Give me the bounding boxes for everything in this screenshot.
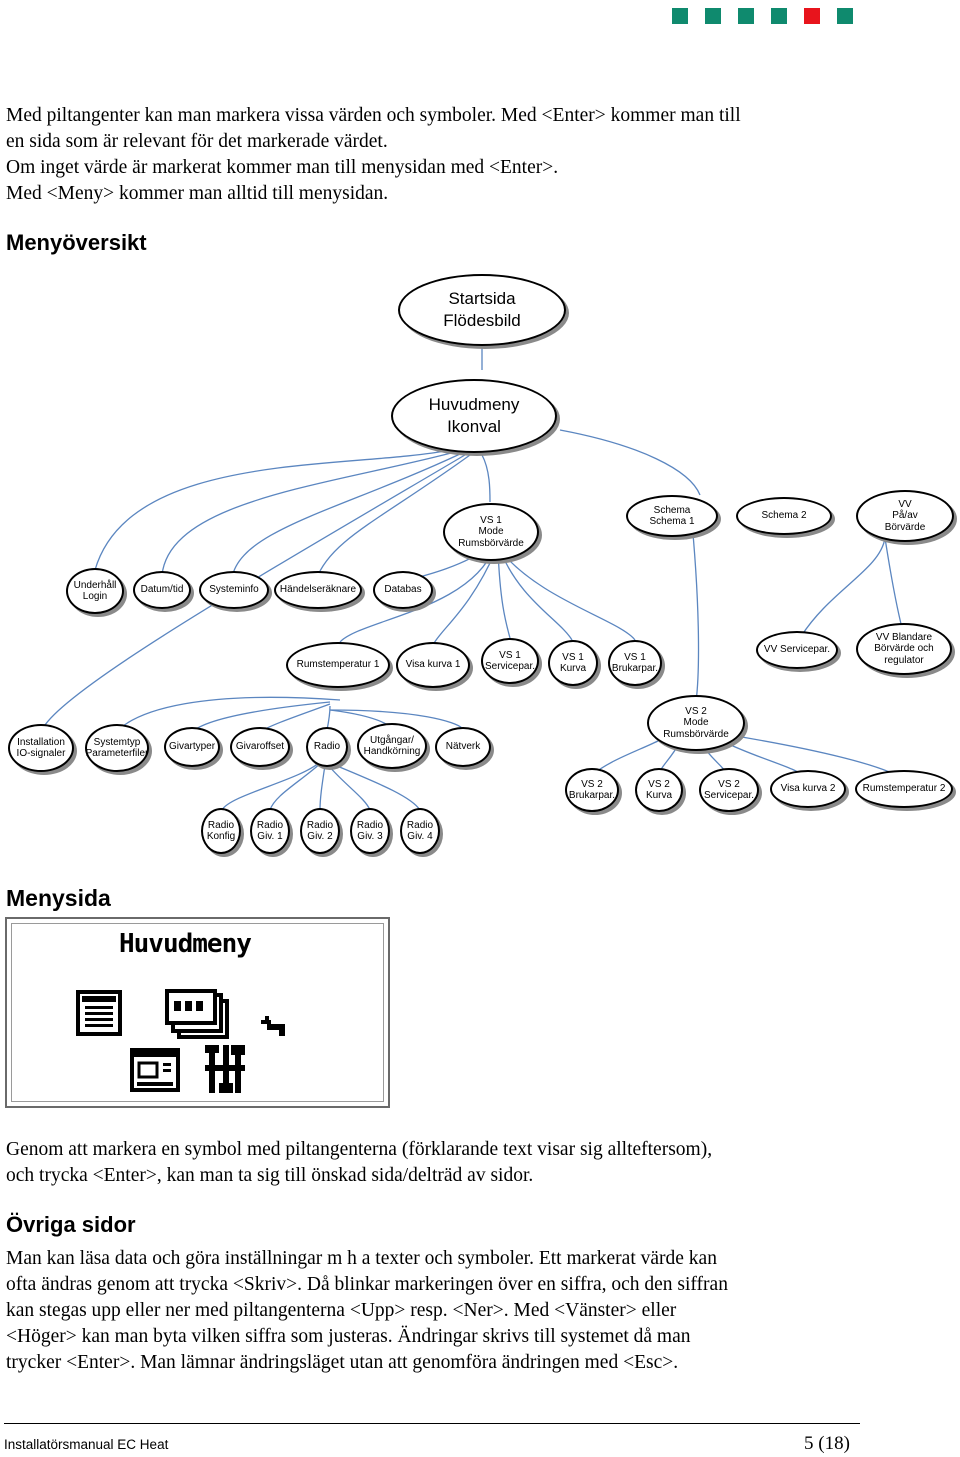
node-visa-kurva-2: Visa kurva 2 [770, 770, 846, 808]
node-underhall: Underhåll Login [66, 568, 124, 614]
other-pages-paragraph [6, 1246, 728, 1376]
node-radio-konfig: Radio Konfig [201, 808, 241, 854]
node-rumstemperatur-1: Rumstemperatur 1 [286, 642, 390, 688]
monitor-stack-icon[interactable] [165, 989, 231, 1041]
menu-page-heading: Menysida [6, 885, 111, 911]
intro-line: Med piltangenter kan man markera vissa värden och symboler. Med <Enter> kommer man till [6, 105, 741, 126]
menu-page-paragraph [6, 1137, 712, 1189]
paragraph-line: <Höger> kan man byta vilken siffra som justeras. Ändringar skrivs till systemet då man [6, 1326, 691, 1347]
other-pages-heading: Övriga sidor [6, 1212, 136, 1237]
node-startsida: Startsida Flödesbild [398, 274, 566, 346]
lcd-title: Huvudmeny [119, 929, 251, 959]
node-vs2-kurva: VS 2 Kurva [635, 768, 683, 812]
logo-square [837, 8, 853, 24]
document-icon[interactable] [75, 989, 125, 1037]
node-givaroffset: Givaroffset [230, 727, 290, 767]
node-handelseraknare: Händelseräknare [274, 571, 362, 609]
node-vs2-mode: VS 2 Mode Rumsbörvärde [647, 695, 745, 751]
node-systeminfo: Systeminfo [199, 571, 269, 609]
node-utgangar: Utgångar/ Handkörning [357, 723, 427, 769]
paragraph-line: och trycka <Enter>, kan man ta sig till önskad sida/delträd av sidor. [6, 1165, 534, 1186]
node-radio-giv-3: Radio Giv. 3 [350, 808, 390, 854]
logo-square [804, 8, 820, 24]
logo-square [738, 8, 754, 24]
intro-line: en sida som är relevant för det markerade värdet. [6, 131, 388, 152]
paragraph-line: trycker <Enter>. Man lämnar ändringsläget utan att genomföra ändringen med <Esc>. [6, 1352, 679, 1373]
logo-square [771, 8, 787, 24]
node-rumstemperatur-2: Rumstemperatur 2 [855, 770, 953, 808]
node-natverk: Nätverk [435, 727, 491, 767]
controller-icon[interactable] [129, 1047, 181, 1093]
node-vs1-brukarpar: VS 1 Brukarpar. [608, 640, 662, 686]
paragraph-line: Genom att markera en symbol med piltangenterna (förklarande text visar sig allteftersom), [6, 1139, 713, 1160]
node-radio: Radio [306, 727, 348, 767]
node-radio-giv-4: Radio Giv. 4 [400, 808, 440, 854]
node-databas: Databas [373, 571, 433, 609]
node-installation: Installation IO-signaler [8, 724, 74, 772]
node-visa-kurva-1: Visa kurva 1 [396, 642, 470, 688]
node-datum-tid: Datum/tid [133, 571, 191, 609]
footer-page-number: 5 (18) [804, 1433, 850, 1454]
tap-icon[interactable] [259, 1014, 289, 1040]
node-schema-1: Schema Schema 1 [626, 495, 718, 537]
tools-icon[interactable] [203, 1043, 249, 1095]
node-vs2-brukarpar: VS 2 Brukarpar. [565, 768, 619, 812]
node-vs2-servicepar: VS 2 Servicepar. [699, 768, 759, 812]
paragraph-line: ofta ändras genom att trycka <Skriv>. Då blinkar markeringen över en siffra, och den siffran [6, 1274, 728, 1295]
node-vv-blandare: VV Blandare Börvärde och regulator [856, 623, 952, 675]
paragraph-line: kan stegas upp eller ner med piltangenterna <Upp> resp. <Ner>. Med <Vänster> eller [6, 1300, 677, 1321]
node-givartyper: Givartyper [164, 727, 220, 767]
footer-manual-title: Installatörsmanual EC Heat [4, 1437, 169, 1452]
logo-square [672, 8, 688, 24]
node-radio-giv-2: Radio Giv. 2 [300, 808, 340, 854]
intro-line: Med <Meny> kommer man alltid till menysidan. [6, 183, 389, 204]
node-vs1-kurva: VS 1 Kurva [548, 640, 598, 686]
menu-overview-heading: Menyöversikt [6, 230, 147, 255]
intro-line: Om inget värde är markerat kommer man till menysidan med <Enter>. [6, 157, 559, 178]
footer-divider [4, 1423, 860, 1424]
node-systemtyp: Systemtyp Parameterfiler [85, 724, 149, 772]
node-vv-servicepar: VV Servicepar. [756, 631, 838, 669]
node-schema-2: Schema 2 [736, 497, 832, 535]
node-vs1-mode: VS 1 Mode Rumsbörvärde [443, 503, 539, 561]
intro-paragraph [6, 103, 741, 207]
lcd-screen [5, 917, 390, 1108]
node-vv-pa-av: VV På/av Börvärde [856, 490, 954, 542]
logo-square [705, 8, 721, 24]
paragraph-line: Man kan läsa data och göra inställningar m h a texter och symboler. Ett markerat värde kan [6, 1248, 717, 1269]
node-vs1-servicepar: VS 1 Servicepar. [481, 638, 539, 684]
node-huvudmeny: Huvudmeny Ikonval [391, 379, 557, 453]
node-radio-giv-1: Radio Giv. 1 [250, 808, 290, 854]
menu-overview-diagram [0, 270, 960, 870]
